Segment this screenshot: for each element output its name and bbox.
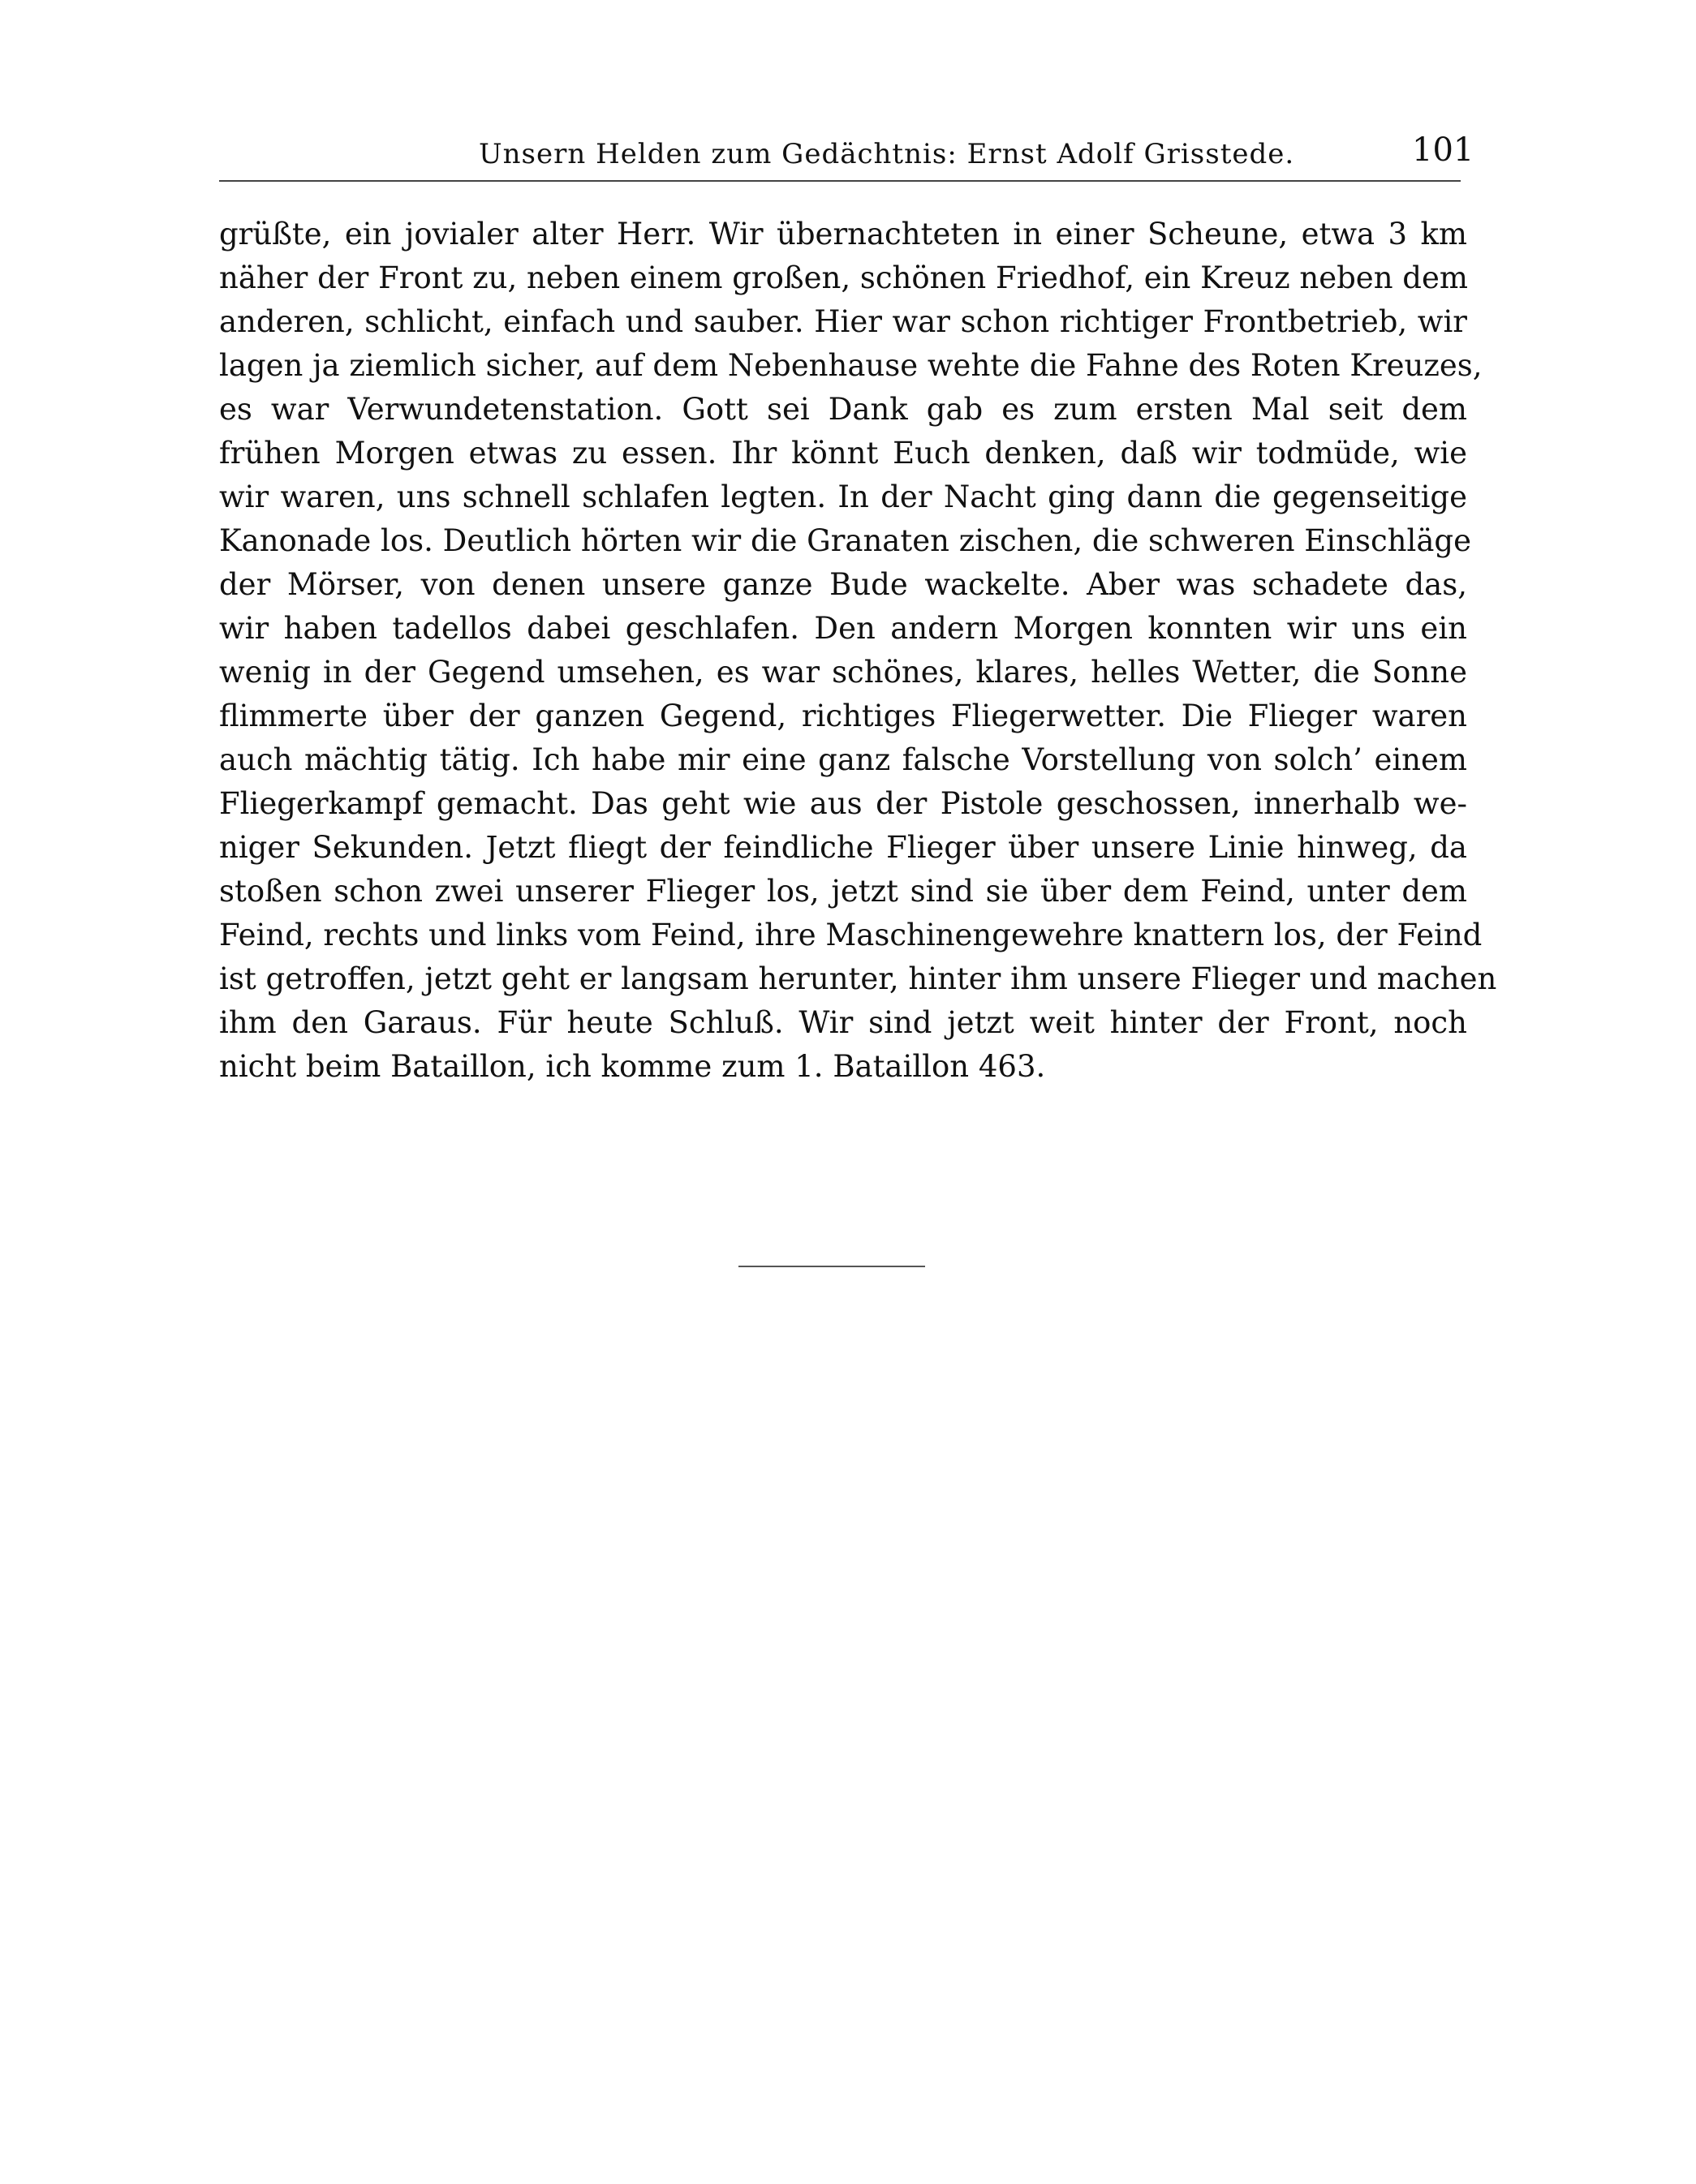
text-line: flimmerte über der ganzen Gegend, richtiges Fliegerwetter. Die Flieger waren [219,699,1467,733]
text-line: ist getroffen, jetzt geht er langsam herunter, hinter ihm unsere Flieger und machen [219,961,1497,996]
text-line: anderen, schlicht, einfach und sauber. Hier war schon richtiger Frontbetrieb, wir [219,304,1467,339]
text-line: näher der Front zu, neben einem großen, schönen Friedhof, ein Kreuz neben dem [219,260,1468,295]
text-line: grüßte, ein jovialer alter Herr. Wir übernachteten in einer Scheune, etwa 3 km [219,217,1467,252]
text-line: der Mörser, von denen unsere ganze Bude wackelte. Aber was schadete das, [219,567,1467,602]
end-rule [738,1266,925,1267]
text-line-last: nicht beim Bataillon, ich komme zum 1. Bataillon 463. [219,1049,1046,1084]
header-rule [219,180,1461,182]
text-line: lagen ja ziemlich sicher, auf dem Nebenhause wehte die Fahne des Roten Kreuzes, [219,348,1483,383]
text-line: stoßen schon zwei unserer Flieger los, jetzt sind sie über dem Feind, unter dem [219,874,1467,909]
text-line: wir waren, uns schnell schlafen legten. In der Nacht ging dann die gegenseitige [219,479,1467,514]
text-line: auch mächtig tätig. Ich habe mir eine ganz falsche Vorstellung von solch’ einem [219,742,1467,777]
running-head-title: Unsern Helden zum Gedächtnis: Ernst Adolf Grisstede. [479,138,1295,170]
text-line: ihm den Garaus. Für heute Schluß. Wir sind jetzt weit hinter der Front, noch [219,1005,1467,1040]
body-text [219,213,1497,1089]
text-line: frühen Morgen etwas zu essen. Ihr könnt Euch denken, daß wir todmüde, wie [219,436,1467,471]
text-line: es war Verwundetenstation. Gott sei Dank gab es zum ersten Mal seit dem [219,392,1467,427]
text-line: wir haben tadellos dabei geschlafen. Den andern Morgen konnten wir uns ein [219,611,1467,646]
text-line: Fliegerkampf gemacht. Das geht wie aus der Pistole geschossen, innerhalb we- [219,786,1467,821]
text-line: Feind, rechts und links vom Feind, ihre Maschinengewehre knattern los, der Feind [219,918,1483,952]
page-number: 101 [1412,131,1474,169]
text-line: Kanonade los. Deutlich hörten wir die Granaten zischen, die schweren Einschläge [219,523,1471,558]
text-line: wenig in der Gegend umsehen, es war schönes, klares, helles Wetter, die Sonne [219,655,1467,690]
text-line: niger Sekunden. Jetzt fliegt der feindliche Flieger über unsere Linie hinweg, da [219,830,1467,865]
